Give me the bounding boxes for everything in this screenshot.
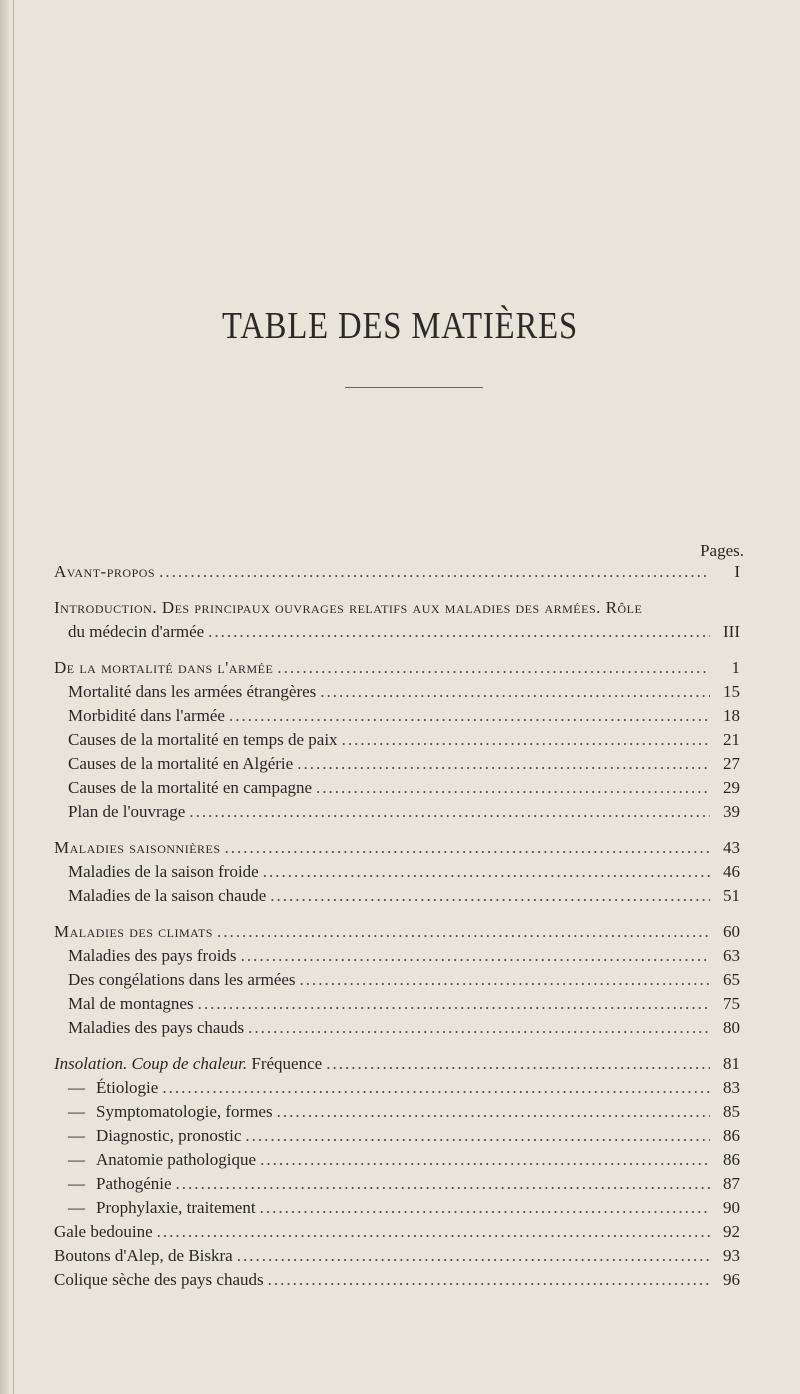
toc-entry-title: — Anatomie pathologique	[68, 1150, 257, 1169]
toc-entry-page: 87	[723, 1174, 740, 1193]
toc-entry-insolation[interactable]	[54, 1052, 740, 1076]
toc-entry-page: 1	[731, 658, 740, 677]
toc-entry[interactable]	[54, 704, 740, 728]
toc-entry-page: 93	[723, 1246, 740, 1265]
toc-entry-page: 85	[723, 1102, 740, 1121]
toc-entry-title: — Prophylaxie, traitement	[68, 1198, 256, 1217]
toc-entry-title: — Étiologie	[68, 1078, 159, 1097]
toc-entry-title: Causes de la mortalité en campagne	[68, 778, 313, 797]
toc-entry-title: Insolation. Coup de chaleur. Fréquence	[54, 1054, 323, 1073]
toc-entry-page: 46	[723, 862, 740, 881]
toc-entry-page: 29	[723, 778, 740, 797]
toc-entry-introduction-cont[interactable]	[54, 620, 740, 644]
toc-entry-title: Des congélations dans les armées	[68, 970, 296, 989]
toc-entry[interactable]	[54, 860, 740, 884]
toc-entry-page: 39	[723, 802, 740, 821]
page-title: TABLE DES MATIÈRES	[221, 305, 579, 347]
title-rule	[345, 387, 483, 388]
toc-entry[interactable]	[54, 680, 740, 704]
toc-entry[interactable]	[54, 968, 740, 992]
toc-entry-page: 86	[723, 1126, 740, 1145]
toc-entry-maladies-saisonnieres[interactable]	[54, 836, 740, 860]
toc-entry[interactable]	[54, 1100, 740, 1124]
toc-entry-maladies-des-climats[interactable]	[54, 920, 740, 944]
toc-entry-title: Maladies des pays froids	[68, 946, 237, 965]
page-binding-edge	[0, 0, 9, 1394]
toc-entry-page: 27	[723, 754, 740, 773]
toc-entry-page: 18	[723, 706, 740, 725]
toc-entry[interactable]	[54, 1016, 740, 1040]
toc-entry-title: Colique sèche des pays chauds	[54, 1270, 264, 1289]
toc-entry[interactable]	[54, 1172, 740, 1196]
toc-entry[interactable]	[54, 1268, 740, 1292]
toc-entry-page: 63	[723, 946, 740, 965]
toc-entry-mortalite[interactable]	[54, 656, 740, 680]
toc-entry-title: Causes de la mortalité en Algérie	[68, 754, 294, 773]
toc-entry-title: Boutons d'Alep, de Biskra	[54, 1246, 233, 1265]
toc-entry-page: 96	[723, 1270, 740, 1289]
toc-entry-page: 92	[723, 1222, 740, 1241]
toc-entry[interactable]	[54, 1196, 740, 1220]
toc-entry-title: Plan de l'ouvrage	[68, 802, 186, 821]
toc-entry-page: 90	[723, 1198, 740, 1217]
toc-entry-title: De la mortalité dans l'armée	[54, 658, 274, 677]
toc-entry-title: Maladies de la saison chaude	[68, 886, 267, 905]
toc-entry-page: 86	[723, 1150, 740, 1169]
toc-entry[interactable]	[54, 776, 740, 800]
toc-entry-title: Maladies des pays chauds	[68, 1018, 245, 1037]
toc-entry-title: — Diagnostic, pronostic	[68, 1126, 242, 1145]
toc-entry-title: Gale bedouine	[54, 1222, 153, 1241]
toc-entry-page: 75	[723, 994, 740, 1013]
toc-entry[interactable]	[54, 752, 740, 776]
toc-entry-title: Maladies des climats	[54, 922, 213, 941]
toc-entry-page: 81	[723, 1054, 740, 1073]
toc-entry[interactable]	[54, 884, 740, 908]
table-of-contents	[54, 560, 740, 1292]
toc-entry-title: Maladies de la saison froide	[68, 862, 259, 881]
toc-entry-title: Avant-propos	[54, 562, 156, 581]
toc-entry-title: Introduction. Des principaux ouvrages relatifs aux maladies des armées. Rôle	[54, 598, 643, 617]
pages-column-label: Pages.	[700, 541, 744, 560]
page-binding-line	[13, 0, 14, 1394]
toc-entry-page: 83	[723, 1078, 740, 1097]
toc-entry[interactable]	[54, 1076, 740, 1100]
toc-entry-page: 51	[723, 886, 740, 905]
toc-entry-page: 60	[723, 922, 740, 941]
toc-entry-avant-propos[interactable]	[54, 560, 740, 584]
toc-entry[interactable]	[54, 1220, 740, 1244]
toc-entry[interactable]	[54, 1124, 740, 1148]
toc-entry-page: 15	[723, 682, 740, 701]
toc-entry-title: Maladies saisonnières	[54, 838, 221, 857]
toc-entry-page: 43	[723, 838, 740, 857]
toc-entry[interactable]	[54, 800, 740, 824]
toc-entry-title: Mal de montagnes	[68, 994, 194, 1013]
toc-entry[interactable]	[54, 1148, 740, 1172]
toc-entry[interactable]	[54, 1244, 740, 1268]
toc-entry-introduction[interactable]	[54, 596, 740, 620]
toc-entry-title: — Symptomatologie, formes	[68, 1102, 273, 1121]
toc-entry-page: III	[723, 622, 740, 641]
toc-entry-title: Mortalité dans les armées étrangères	[68, 682, 317, 701]
toc-entry-page: 21	[723, 730, 740, 749]
toc-entry-title: Morbidité dans l'armée	[68, 706, 225, 725]
toc-entry-page: 80	[723, 1018, 740, 1037]
toc-entry-page: I	[734, 562, 740, 581]
toc-entry-page: 65	[723, 970, 740, 989]
toc-entry-title: Causes de la mortalité en temps de paix	[68, 730, 338, 749]
toc-entry[interactable]	[54, 728, 740, 752]
toc-entry[interactable]	[54, 992, 740, 1016]
toc-entry-title-cont: du médecin d'armée	[68, 622, 205, 641]
toc-entry-title: — Pathogénie	[68, 1174, 172, 1193]
toc-entry[interactable]	[54, 944, 740, 968]
